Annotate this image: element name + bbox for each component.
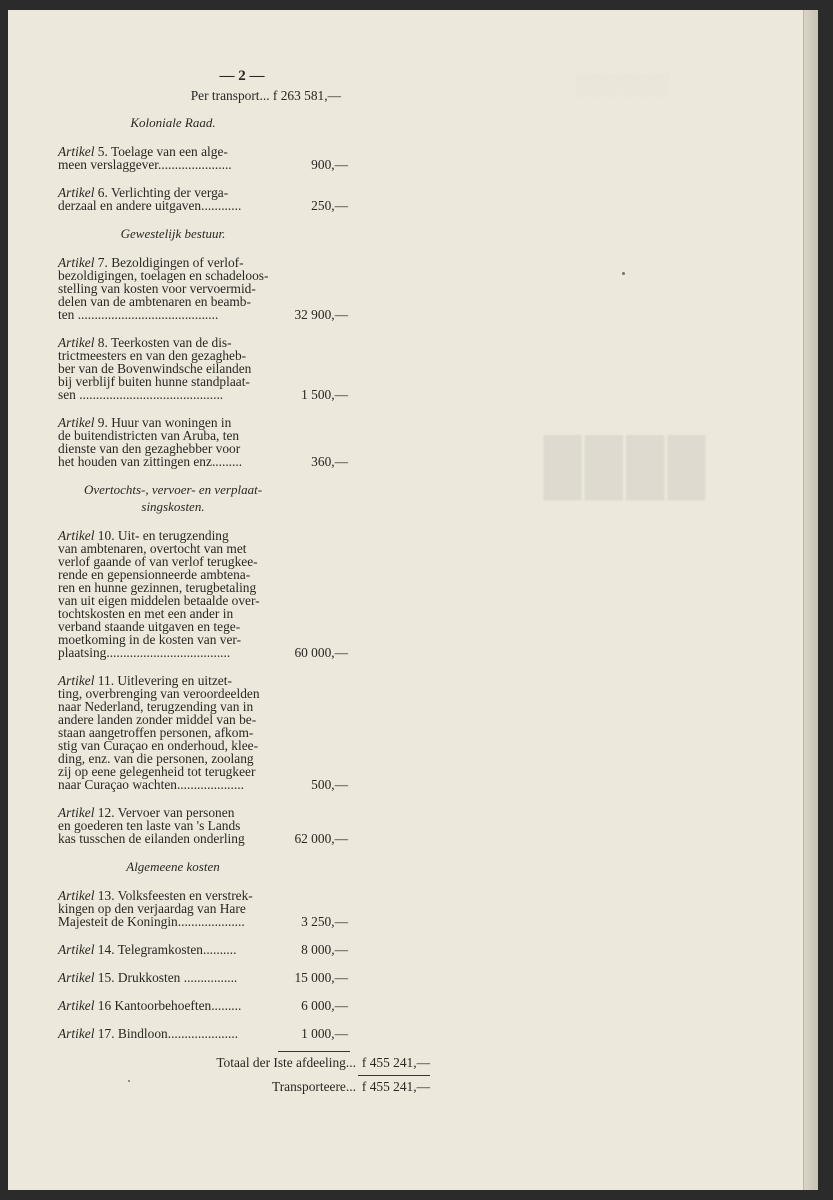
article-amount: 62 000,— (294, 831, 348, 846)
section-heading: Gewestelijk bestuur. (120, 226, 226, 241)
article-9: Artikel 9. Huur van woningen in de buitendistricten van Aruba, ten dienste van den gezaghebber voor het houden van zittingen enz......... 360,— (58, 415, 348, 469)
article-amount: 360,— (311, 454, 348, 469)
totals-block (58, 1051, 438, 1093)
transporteere-value: f 455 241,— (361, 1079, 430, 1094)
paper-speck (622, 272, 625, 275)
article-8: Artikel 8. Teerkosten van de dis- trictmeesters en van den gezagheb- ber van de Bovenwindsche eilanden bij verblijf buiten hunne standplaat- sen ........................................... 1 500,— (58, 335, 348, 402)
article-amount: 15 000,— (294, 970, 348, 985)
article-amount: 8 000,— (301, 942, 348, 957)
article-6: Artikel 6. Verlichting der verga- derzaal en andere uitgaven............ 250,— (58, 185, 348, 213)
section-heading: Overtochts-, vervoer- en verplaat- (83, 482, 263, 497)
budget-column (58, 70, 438, 1099)
article-13: Artikel 13. Volksfeesten en verstrek- kingen op den verjaardag van Hare Majesteit de Koningin.................... 3 250,— (58, 888, 348, 929)
section-heading: Algemeene kosten (126, 859, 220, 874)
article-11: Artikel 11. Uitlevering en uitzet- ting, overbrenging van veroordeelden naar Nederland, terugzending van in andere landen zonder middel van be- staan aangetroffen personen, afkom- stig van Curaçao en onderhoud, klee- ding, enz. van die personen, zoolang zij op eene gelegenheid tot terugkeer naar Curaçao wachten.................... 500,— (58, 673, 348, 792)
article-amount: 250,— (311, 198, 348, 213)
article-amount: 900,— (311, 157, 348, 172)
total-label: Totaal der Iste afdeeling... (216, 1055, 356, 1070)
article-7: Artikel 7. Bezoldigingen of verlof- bezoldigingen, toelagen en schadeloos- stelling van kosten voor vervoermid- delen van de ambtenaren en beamb- ten .......................................... 32 900,— (58, 255, 348, 322)
article-12: Artikel 12. Vervoer van personen en goederen ten laste van 's Lands kas tusschen de eilanden onderling 62 000,— (58, 805, 348, 846)
page-edge (803, 10, 818, 1190)
sum-rule (278, 1051, 350, 1052)
total-value: f 455 241,— (361, 1055, 430, 1070)
section-heading-cont: singskosten. (141, 499, 205, 514)
document-page (8, 10, 818, 1190)
total-rule (358, 1075, 430, 1076)
section-heading: Koloniale Raad. (130, 115, 216, 130)
article-amount: 500,— (311, 777, 348, 792)
total-row (58, 1056, 430, 1069)
article-amount: 60 000,— (294, 645, 348, 660)
article-amount: 1 500,— (301, 387, 348, 402)
paper-speck (128, 1080, 130, 1082)
transport-value: f 263 581,— (272, 88, 341, 103)
page-number: — 2 — (219, 68, 265, 84)
transport-label: Per transport... (190, 88, 270, 103)
transporteere-row (58, 1080, 430, 1093)
article-17: Artikel 17. Bindloon..................... 1 000,— (58, 1026, 348, 1041)
article-10: Artikel 10. Uit- en terugzending van ambtenaren, overtocht van met verlof gaande of van verlof terugkee- rende en gepensionneerde ambtena- ren en hunne gezinnen, terugbetaling van uit eigen middelen betaalde over- tochtskosten en met een ander in verband staande uitgaven en tege- moetkoming in de kosten van ver- plaatsing..................................... 60 000,— (58, 528, 348, 660)
transporteere-label: Transporteere... (272, 1079, 356, 1094)
bleed-through-text: ░░░░░░ ████ (540, 72, 706, 496)
article-amount: 6 000,— (301, 998, 348, 1013)
article-14: Artikel 14. Telegramkosten.......... 8 000,— (58, 942, 348, 957)
article-amount: 3 250,— (301, 914, 348, 929)
article-15: Artikel 15. Drukkosten ................ 15 000,— (58, 970, 348, 985)
article-amount: 1 000,— (301, 1026, 348, 1041)
transport-row (58, 89, 341, 102)
article-5: Artikel 5. Toelage van een alge- meen verslaggever...................... 900,— (58, 144, 348, 172)
article-amount: 32 900,— (294, 307, 348, 322)
article-16: Artikel 16 Kantoorbehoeften......... 6 000,— (58, 998, 348, 1013)
